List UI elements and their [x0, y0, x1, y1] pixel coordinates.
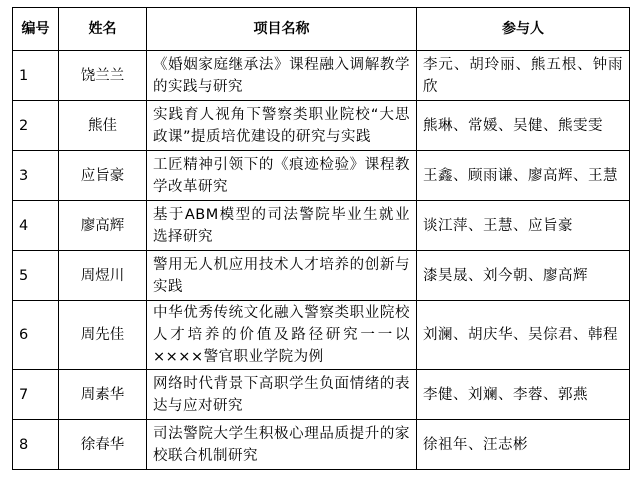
row-project-title: 实践育人视角下警察类职业院校“大思政课”提质培优建设的研究与实践 [147, 101, 417, 151]
row-number: 1 [13, 51, 59, 101]
project-table [12, 7, 630, 470]
table-row [13, 201, 630, 251]
row-number: 7 [13, 370, 59, 420]
row-participants: 王鑫、顾雨谦、廖高辉、王慧 [417, 151, 630, 201]
row-participants: 李元、胡玲丽、熊五根、钟雨欣 [417, 51, 630, 101]
row-number: 8 [13, 420, 59, 470]
table-row [13, 251, 630, 301]
row-project-title: 网络时代背景下高职学生负面情绪的表达与应对研究 [147, 370, 417, 420]
row-participants: 漆昊晟、刘今朝、廖高辉 [417, 251, 630, 301]
row-participants: 刘澜、胡庆华、吴倧君、韩程 [417, 301, 630, 370]
row-number: 5 [13, 251, 59, 301]
row-participants: 李健、刘斓、李蓉、郭燕 [417, 370, 630, 420]
table-row [13, 151, 630, 201]
row-name: 廖高辉 [59, 201, 147, 251]
table-header-row [13, 8, 630, 51]
row-project-title: 警用无人机应用技术人才培养的创新与实践 [147, 251, 417, 301]
row-project-title: 工匠精神引领下的《痕迹检验》课程教学改革研究 [147, 151, 417, 201]
row-name: 饶兰兰 [59, 51, 147, 101]
header-name: 姓名 [59, 8, 147, 51]
row-project-title: 司法警院大学生积极心理品质提升的家校联合机制研究 [147, 420, 417, 470]
row-name: 徐春华 [59, 420, 147, 470]
table-row [13, 101, 630, 151]
row-number: 3 [13, 151, 59, 201]
row-project-title: 中华优秀传统文化融入警察类职业院校人才培养的价值及路径研究一一以××××警官职业学院为例 [147, 301, 417, 370]
row-participants: 谈江萍、王慧、应旨豪 [417, 201, 630, 251]
table-row [13, 301, 630, 370]
row-name: 应旨豪 [59, 151, 147, 201]
row-participants: 熊琳、常媛、吴健、熊雯雯 [417, 101, 630, 151]
table-row [13, 51, 630, 101]
row-name: 周素华 [59, 370, 147, 420]
header-project-title: 项目名称 [147, 8, 417, 51]
table-row [13, 370, 630, 420]
row-number: 2 [13, 101, 59, 151]
row-name: 周先佳 [59, 301, 147, 370]
row-project-title: 《婚姻家庭继承法》课程融入调解教学的实践与研究 [147, 51, 417, 101]
table-row [13, 420, 630, 470]
header-number: 编号 [13, 8, 59, 51]
row-name: 熊佳 [59, 101, 147, 151]
header-participants: 参与人 [417, 8, 630, 51]
row-number: 4 [13, 201, 59, 251]
row-name: 周煜川 [59, 251, 147, 301]
row-number: 6 [13, 301, 59, 370]
row-participants: 徐祖年、汪志彬 [417, 420, 630, 470]
row-project-title: 基于ABM模型的司法警院毕业生就业选择研究 [147, 201, 417, 251]
